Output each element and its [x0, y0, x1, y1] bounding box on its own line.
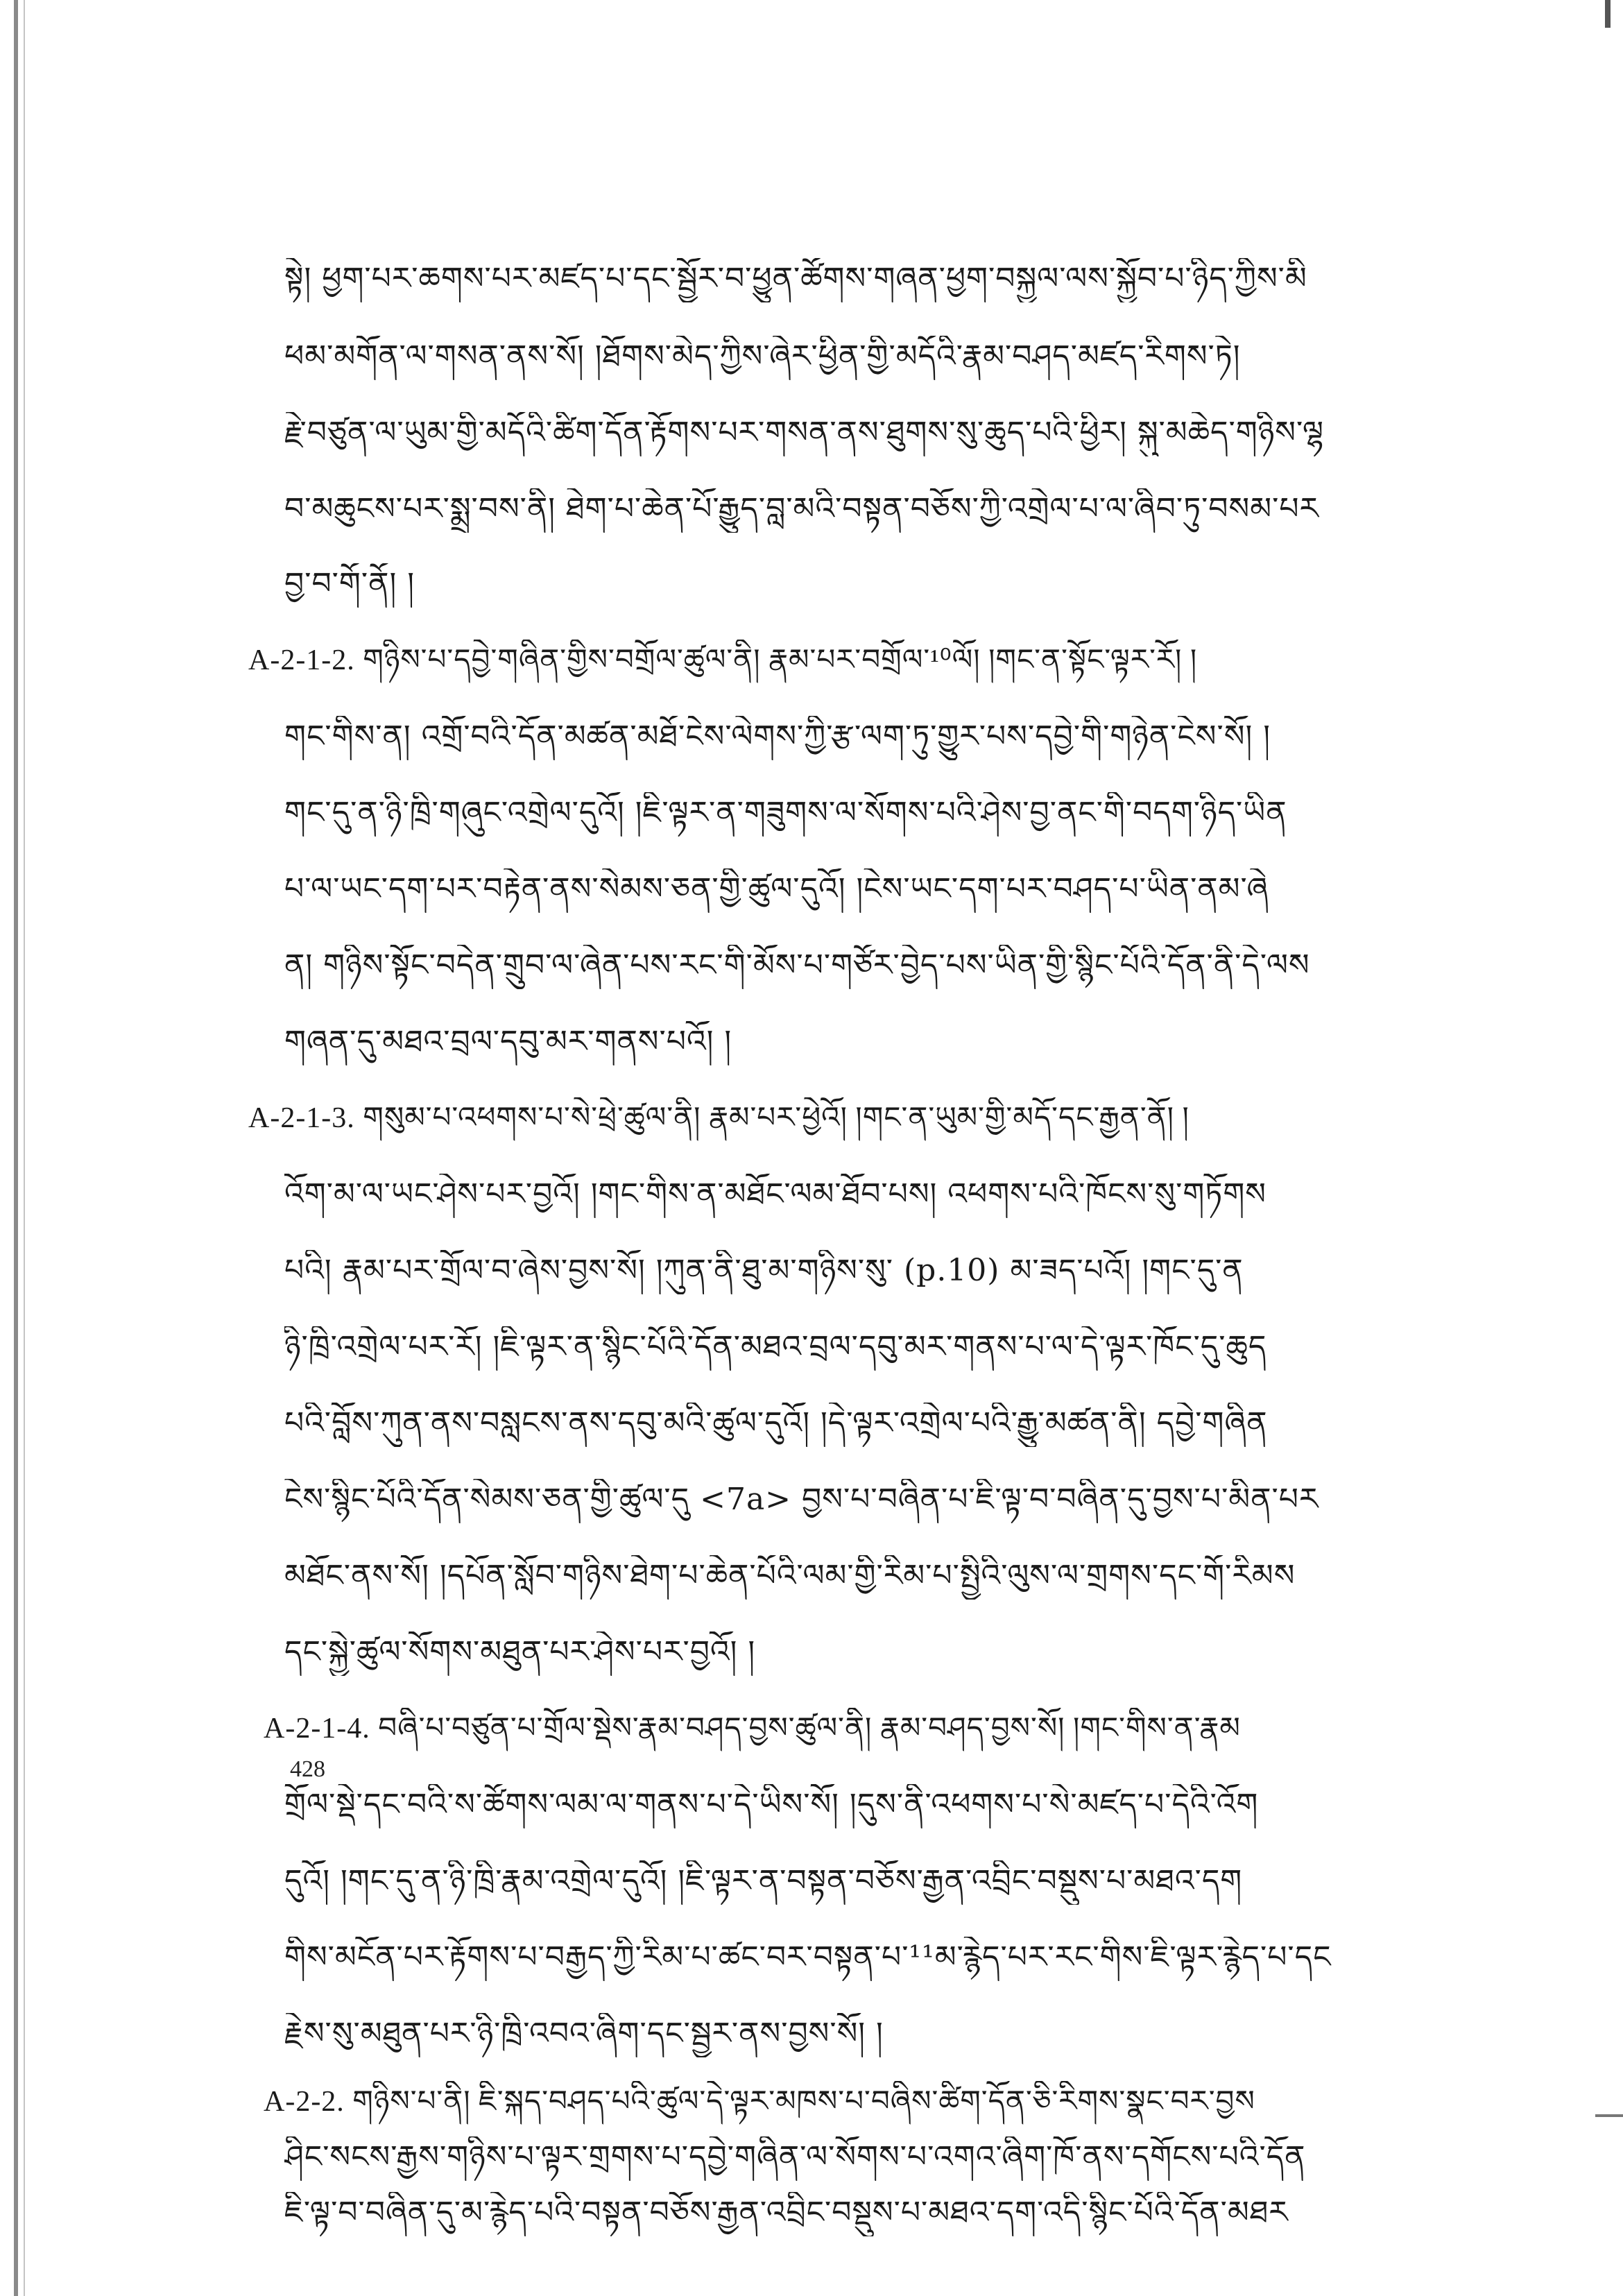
text-line-11: གཞན་དུ་མཐའ་བྲལ་དབུ་མར་གནས་པའོ། ། [284, 1024, 732, 1059]
text-line-8: གང་དུ་ན་ཉི་ཁྲི་གཞུང་འགྲེལ་དུའོ། །ཇི་ལྟར་ན་གཟུགས་ལ་སོགས་པའི་ཤེས་བྱ་ནང་གི་བདག་ཉིད་ཡིན [284, 795, 1287, 830]
text-line-26: ཤིང་སངས་རྒྱས་གཉིས་པ་ལྟར་གྲགས་པ་དབྱེ་གཞིན་ལ་སོགས་པ་འགའ་ཞིག་ཁོ་ནས་དགོངས་པའི་དོན [284, 2139, 1306, 2175]
text-line-27: ཇི་ལྟ་བ་བཞིན་དུ་མ་རྙེད་པའི་བསྟན་བཅོས་རྒྱན་འབྲིང་བསྡུས་པ་མཐའ་དག་འདི་སྙིང་པོའི་དོན་མཐར [284, 2195, 1289, 2230]
section-heading-a-2-1-4: A-2-1-4. བཞི་པ་བཙུན་པ་གྲོལ་སྡེས་རྣམ་བཤད་བྱས་ཚུལ་ནི། རྣམ་བཤད་བྱས་སོ། །གང་གིས་ན་རྣམ [264, 1713, 1241, 1745]
text-line-24: རྗེས་སུ་མཐུན་པར་ཉི་ཁྲི་འབའ་ཞིག་དང་སྦྱར་ནས་བྱས་སོ། ། [284, 2016, 884, 2051]
text-line-7: གང་གིས་ན། འགྲོ་བའི་དོན་མཚན་མཐོ་ངེས་ལེགས་ཀྱི་རྩ་ལག་ཏུ་གྱུར་པས་དབྱེ་གི་གཉེན་ངེས་སོ། ། [284, 719, 1271, 754]
text-line-22: དུའོ། །གང་དུ་ན་ཉི་ཁྲི་རྣམ་འགྲེལ་དུའོ། །ཇི་ལྟར་ན་བསྟན་བཅོས་རྒྱན་འབྲིང་བསྡུས་པ་མཐའ་དག [284, 1863, 1243, 1899]
text-line-19: དང་སྐྱེ་ཚུལ་སོགས་མཐུན་པར་ཤེས་པར་བྱའོ། ། [284, 1634, 756, 1670]
text-line-15: ཉི་ཁྲི་འགྲེལ་པར་རོ། །ཇི་ལྟར་ན་སྙིང་པོའི་དོན་མཐའ་བྲལ་དབུ་མར་གནས་པ་ལ་དེ་ལྟར་ཁོང་དུ་ཆུད [284, 1329, 1267, 1364]
text-line-17: ངེས་སྙིང་པོའི་དོན་སེམས་ཅན་གྱི་ཚུལ་དུ <7a> བྱས་པ་བཞིན་པ་ཇི་ལྟ་བ་བཞིན་དུ་བྱས་པ་མིན་པར [284, 1482, 1319, 1517]
text-line-4: བ་མཆུངས་པར་སྨྲ་བས་ནི། ཐེག་པ་ཆེན་པོ་རྒྱུད་བླ་མའི་བསྟན་བཅོས་ཀྱི་འགྲེལ་པ་ལ་ཞིབ་ཏུ་བསམ་པར [284, 491, 1319, 526]
text-line-16: པའི་བློས་ཀུན་ནས་བསླངས་ནས་དབུ་མའི་ཚུལ་དུའོ། །དེ་ལྟར་འགྲེལ་པའི་རྒྱུ་མཚན་ནི། དབྱེ་གཞིན [284, 1405, 1268, 1441]
page-number: 428 [290, 1756, 325, 1782]
section-heading-a-2-1-3: A-2-1-3. གསུམ་པ་འཕགས་པ་སེ་ཕྲེ་ཚུལ་ནི། རྣམ་པར་ཕྱེའོ། །གང་ན་ཡུམ་གྱི་མདོ་དང་རྒྱན་ནོ། ། [248, 1102, 1190, 1134]
text-line-3: རྗེ་བཙུན་ལ་ཡུམ་གྱི་མདོའི་ཚིག་དོན་རྟོགས་པར་གསན་ནས་ཐུགས་སུ་ཆུད་པའི་ཕྱིར། སྐུ་མཆེད་གཉིས་ལྷ [284, 415, 1325, 450]
text-line-13: འོག་མ་ལ་ཡང་ཤེས་པར་བྱའོ། །གང་གིས་ན་མཐོང་ལམ་ཐོབ་པས། འཕགས་པའི་ཁོངས་སུ་གཏོགས [284, 1176, 1267, 1212]
text-line-1: སྟེ། ཕྱག་པར་ཆགས་པར་མཛད་པ་དང་སྦྱོར་བ་ཕྱུན་ཚོགས་གཞན་ཕྱག་བསྐྱལ་ལས་སྐྱོབ་པ་ཉིད་ཀྱིས་མི [284, 261, 1307, 296]
text-line-5: བྱ་བ་གོ་ནོ། ། [284, 566, 415, 601]
text-line-23: གིས་མངོན་པར་རྟོགས་པ་བརྒྱད་ཀྱི་རིམ་པ་ཚང་བར་བསྟན་པ་¹¹མ་རྙེད་པར་རང་གིས་ཇི་ལྟར་རྙེད་པ་དང [284, 1939, 1332, 1975]
section-heading-a-2-1-2: A-2-1-2. གཉིས་པ་དབྱེ་གཞིན་གྱིས་བགྲོལ་ཚུལ་ནི། རྣམ་པར་བགྲོལ་¹⁰ལོ། །གང་ན་སྟོང་ལྟར་རོ། ། [248, 644, 1198, 676]
text-line-21: གྲོལ་སྡེ་དང་བའི་ས་ཚོགས་ལམ་ལ་གནས་པ་དེ་ཡིས་སོ། །དུས་ནི་འཕགས་པ་སེ་མཛད་པ་དེའི་འོག [284, 1787, 1259, 1822]
text-line-9: པ་ལ་ཡང་དག་པར་བརྟེན་ནས་སེམས་ཅན་གྱི་ཚུལ་དུའོ། །ངེས་ཡང་དག་པར་བཤད་པ་ཡིན་ནམ་ཞེ [284, 871, 1269, 907]
section-heading-a-2-2: A-2-2. གཉིས་པ་ནི། ཇི་སྐད་བཤད་པའི་ཚུལ་དེ་ལྟར་མཁས་པ་བཞིས་ཚིག་དོན་ཅི་རིགས་སྣང་བར་བྱས [264, 2086, 1255, 2118]
text-line-14: པའི། རྣམ་པར་གྲོལ་བ་ཞེས་བྱས་སོ། །ཀུན་ནི་ཐུ་མ་གཉིས་སུ་ (p.10) མ་ཟད་པའོ། །གང་དུ་ན [284, 1253, 1244, 1288]
text-line-10: ན། གཉིས་སྟོང་བདེན་གྲུབ་ལ་ཞེན་པས་རང་གི་མོས་པ་གཙོར་བྱེད་པས་ཡིན་གྱི་སྙིང་པོའི་དོན་ནི་དེ་ལས [284, 948, 1310, 983]
text-line-2: ཕམ་མགོན་ལ་གསན་ནས་སོ། །ཐོགས་མེད་ཀྱིས་ཞེར་ཕྱིན་གྱི་མདོའི་རྣམ་བཤད་མཛད་རིགས་ཏེ། [284, 339, 1241, 374]
text-line-18: མཐོང་ནས་སོ། །དཔོན་སློབ་གཉིས་ཐེག་པ་ཆེན་པོའི་ལམ་གྱི་རིམ་པ་སྤྱིའི་ལུས་ལ་གྲགས་དང་གོ་རིམས [284, 1558, 1296, 1593]
